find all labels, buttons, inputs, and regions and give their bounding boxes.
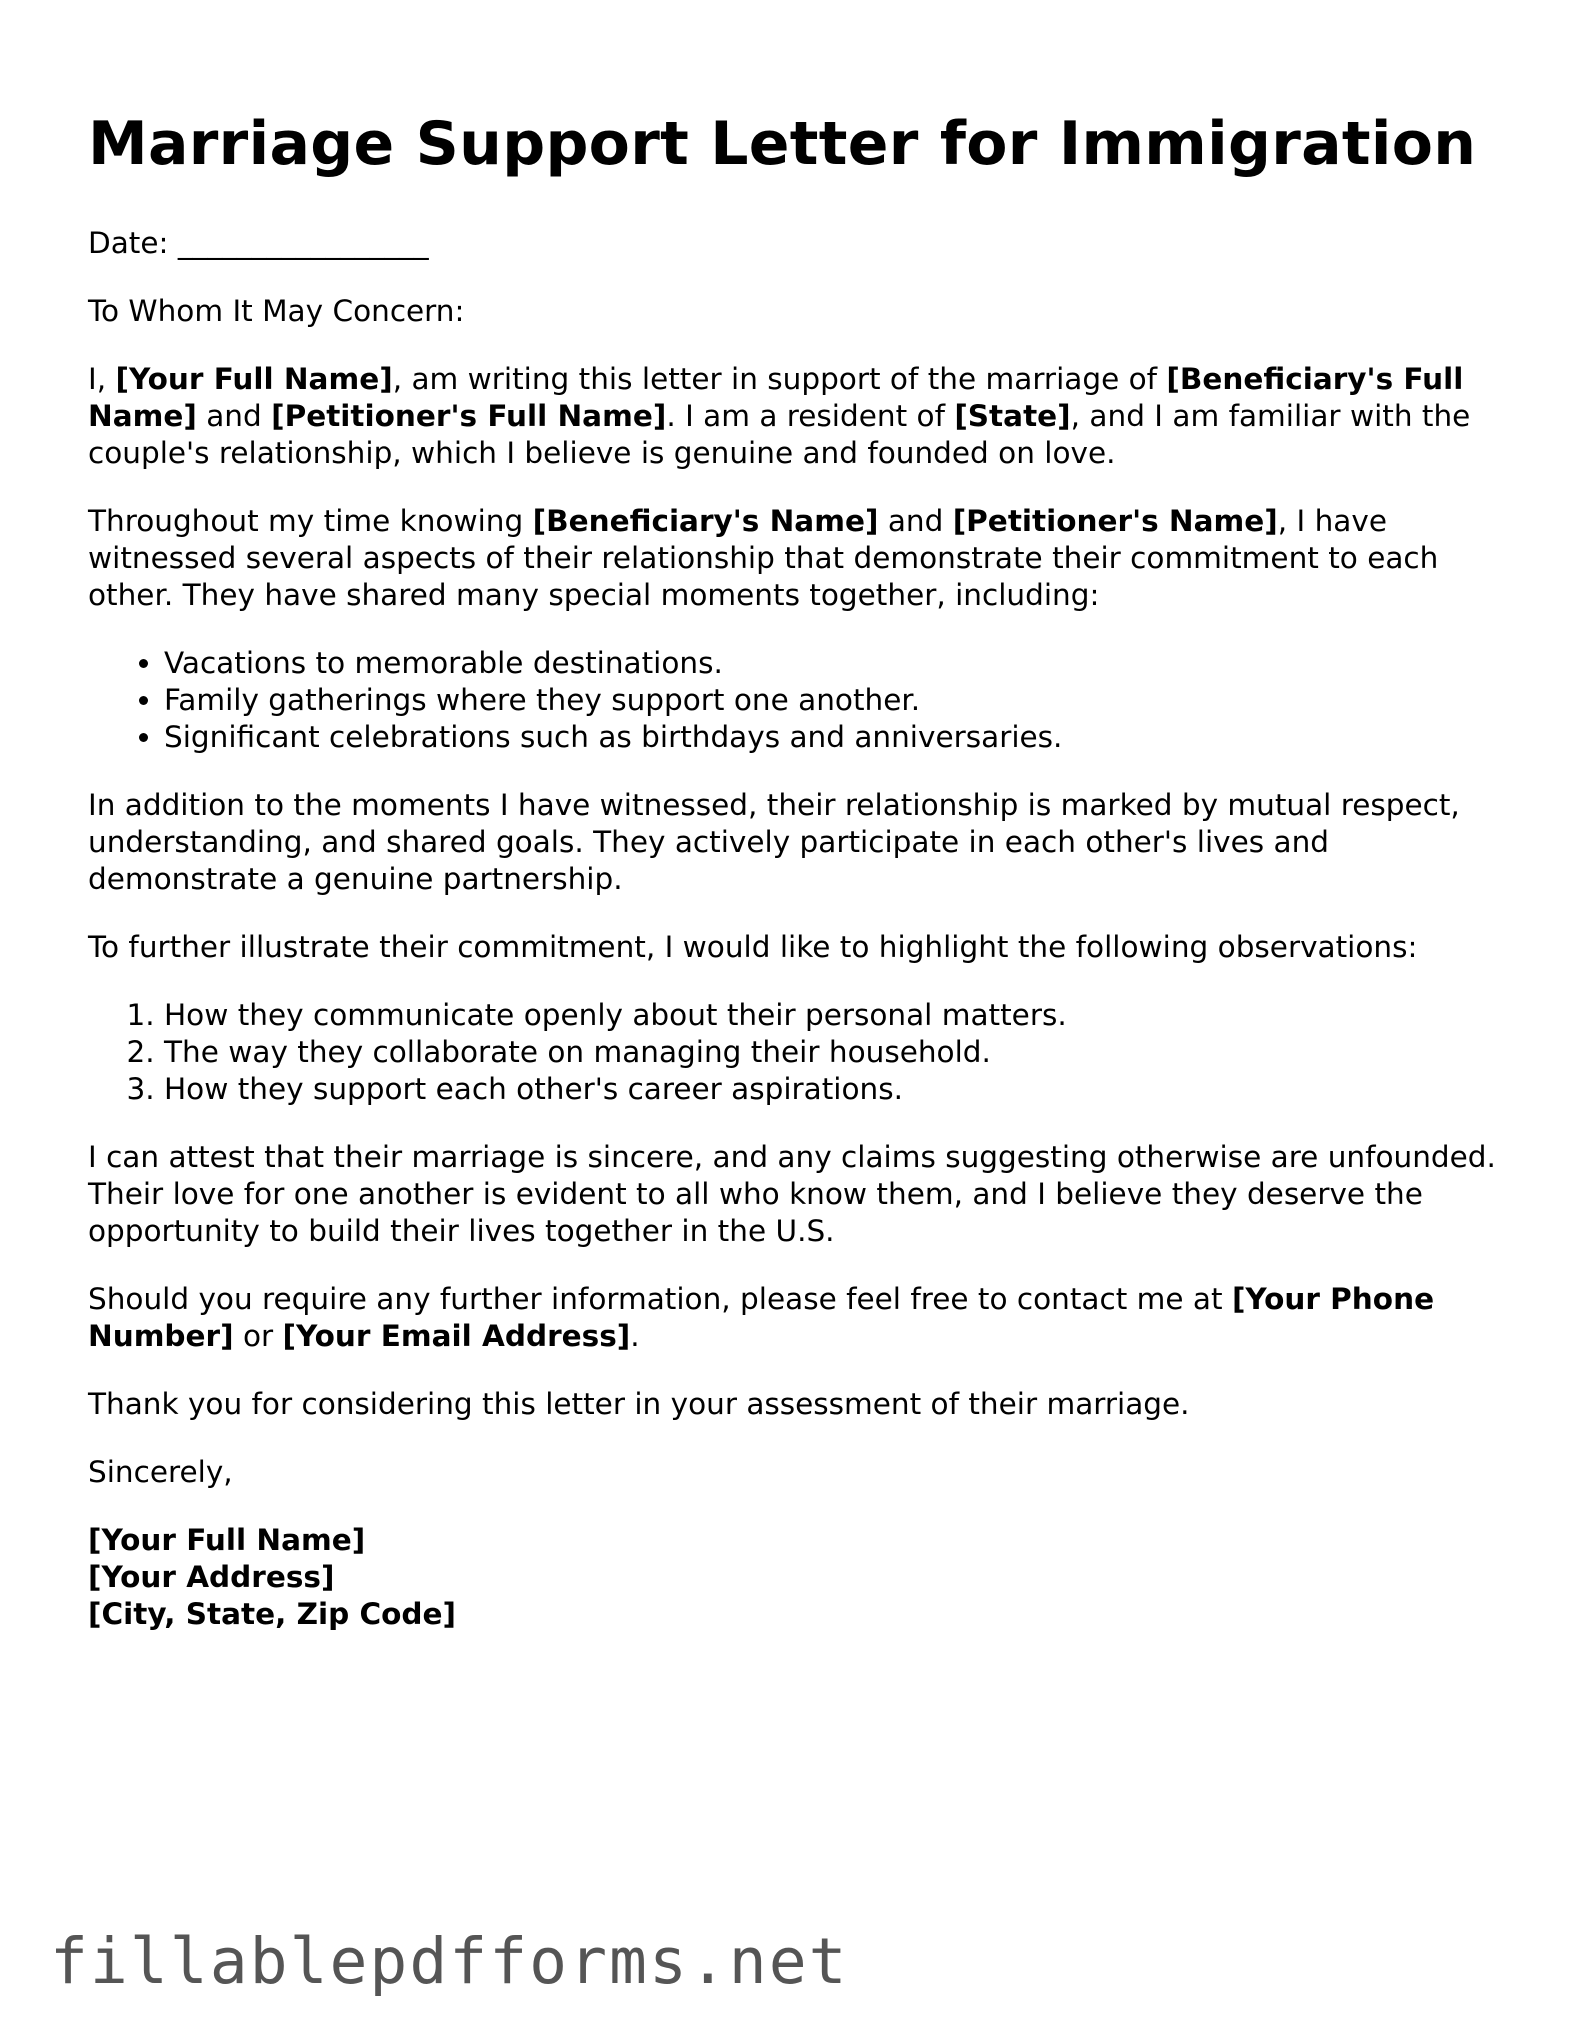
list-item: 2. The way they collaborate on managing their household. bbox=[164, 1034, 1508, 1071]
signature-city: [City, State, Zip Code] bbox=[88, 1597, 457, 1631]
signature-address: [Your Address] bbox=[88, 1560, 335, 1594]
page-title: Marriage Support Letter for Immigration bbox=[88, 109, 1477, 179]
placeholder-beneficiary-full-name: [Beneficiary's Full Name] bbox=[88, 362, 1464, 433]
list-item: • Significant celebrations such as birthdays and anniversaries. bbox=[164, 719, 1508, 756]
observations-intro: To further illustrate their commitment, I would like to highlight the following observations: bbox=[88, 930, 1418, 964]
intro-paragraph: I, [Your Full Name], am writing this letter in support of the marriage of [Beneficiary's Full Name] and [Petitioner's Full Name]. I am a resident of [State], and I am familiar with the couple's relationship, which I believe is genuine and founded on love. bbox=[88, 362, 1471, 470]
list-item: 1. How they communicate openly about their personal matters. bbox=[164, 997, 1508, 1034]
placeholder-your-full-name: [Your Full Name] bbox=[115, 362, 393, 396]
closing: Sincerely, bbox=[88, 1455, 233, 1489]
placeholder-beneficiary-name: [Beneficiary's Name] bbox=[532, 504, 879, 538]
observations-list bbox=[88, 997, 1508, 1108]
watermark: fillablepdfforms.net bbox=[50, 1925, 849, 1998]
signature-block bbox=[88, 1522, 1508, 1633]
placeholder-petitioner-name: [Petitioner's Name] bbox=[952, 504, 1278, 538]
signature-name: [Your Full Name] bbox=[88, 1523, 366, 1557]
placeholder-email-address: [Your Email Address] bbox=[282, 1319, 631, 1353]
letter-page bbox=[88, 108, 1508, 1633]
attestation-paragraph: I can attest that their marriage is sincere, and any claims suggesting otherwise are unfounded. Their love for one another is evident to all who know them, and I believe they deserve the opportunity to build their lives together in the U.S. bbox=[88, 1140, 1496, 1248]
list-item: • Family gatherings where they support one another. bbox=[164, 682, 1508, 719]
placeholder-phone-number: [Your Phone Number] bbox=[88, 1282, 1435, 1353]
date-blank: _________________ bbox=[177, 226, 429, 260]
mutual-respect-paragraph: In addition to the moments I have witnessed, their relationship is marked by mutual respect, understanding, and shared goals. They actively participate in each other's lives and demonstrate a genuine partnership. bbox=[88, 788, 1460, 896]
relationship-paragraph: Throughout my time knowing [Beneficiary's Name] and [Petitioner's Name], I have witnessed several aspects of their relationship that demonstrate their commitment to each other. They have shared many special moments together, including: bbox=[88, 504, 1439, 612]
moments-list bbox=[88, 645, 1508, 756]
list-item: • Vacations to memorable destinations. bbox=[164, 645, 1508, 682]
salutation: To Whom It May Concern: bbox=[88, 294, 465, 328]
list-item: 3. How they support each other's career aspirations. bbox=[164, 1071, 1508, 1108]
placeholder-state: [State] bbox=[954, 399, 1071, 433]
date-label: Date: bbox=[88, 226, 178, 260]
contact-paragraph: Should you require any further information, please feel free to contact me at [Your Phone Number] or [Your Email Address]. bbox=[88, 1282, 1435, 1353]
thank-you-paragraph: Thank you for considering this letter in your assessment of their marriage. bbox=[88, 1387, 1190, 1421]
date-line bbox=[88, 225, 1508, 262]
placeholder-petitioner-full-name: [Petitioner's Full Name] bbox=[271, 399, 667, 433]
